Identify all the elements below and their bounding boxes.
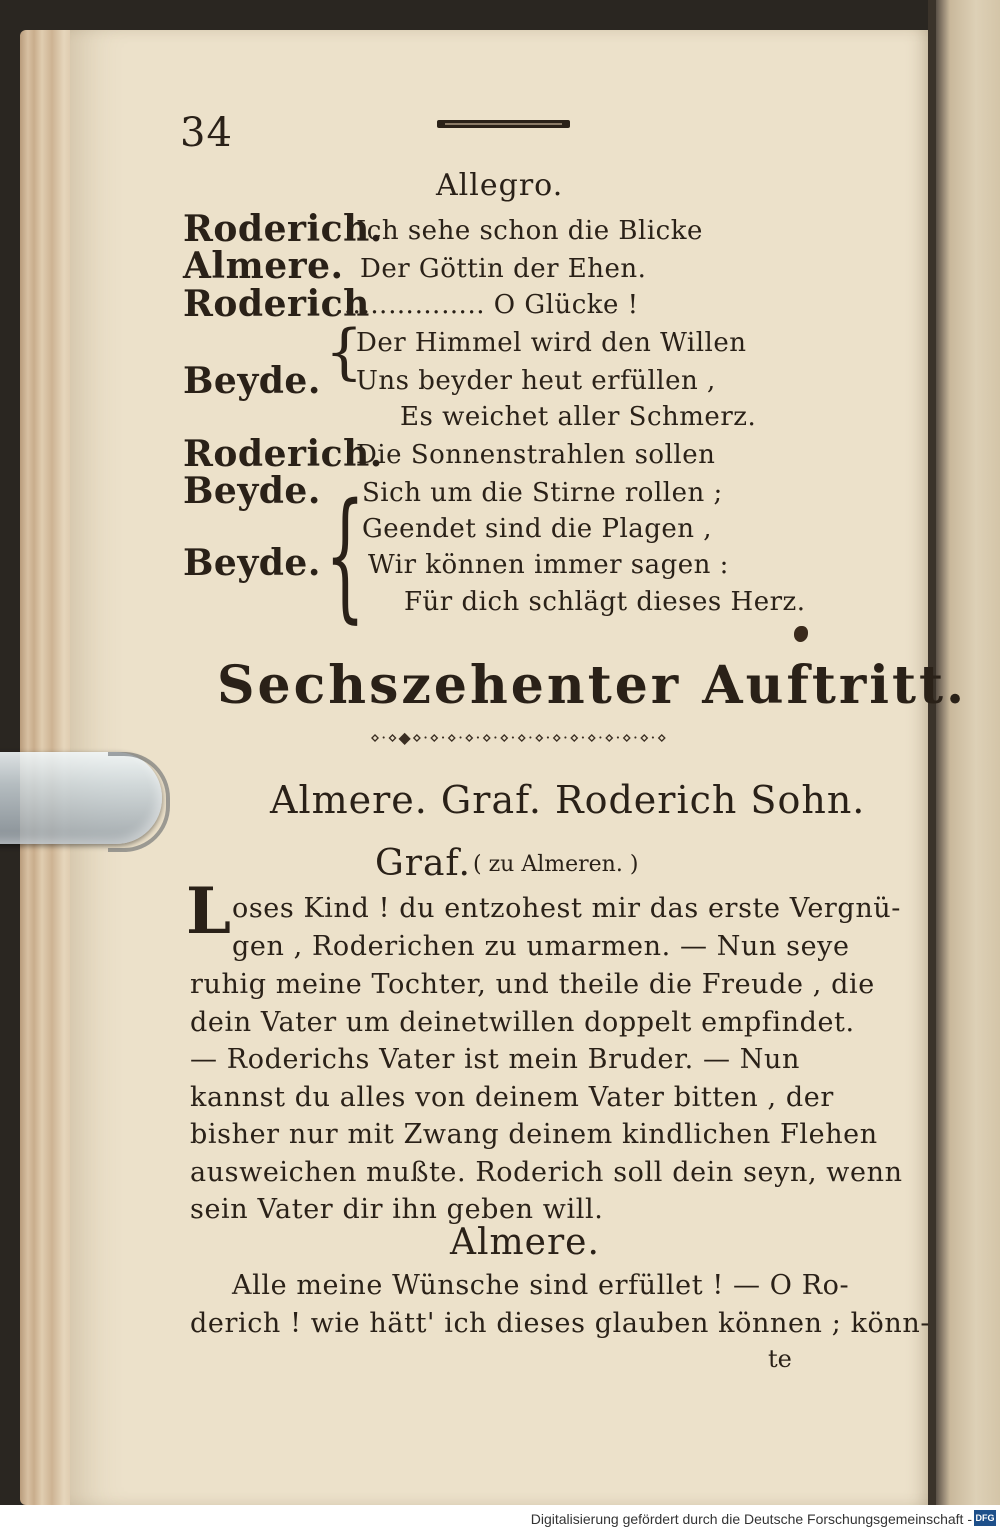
scene-title: Sechszehenter Auftritt.: [217, 655, 968, 716]
body-line: kannst du alles von deinem Vater bitten , der: [190, 1082, 834, 1113]
body-line: sein Vater dir ihn geben will.: [190, 1194, 604, 1225]
body-line: Alle meine Wünsche sind erfüllet ! — O Ro-: [232, 1270, 850, 1301]
body-line: ruhig meine Tochter, und theile die Freude , die: [190, 969, 875, 1000]
duet-line: Geendet sind die Plagen ,: [362, 514, 713, 544]
duet-line: Uns beyder heut erfüllen ,: [356, 366, 716, 396]
body-line: gen , Roderichen zu umarmen. — Nun seye: [232, 931, 850, 962]
body-line: oses Kind ! du entzohest mir das erste Vergnü-: [232, 893, 902, 924]
page-number: 34: [180, 110, 233, 156]
catchword: te: [768, 1345, 792, 1373]
duet-line: Die Sonnenstrahlen sollen: [356, 440, 716, 470]
brace-large: {: [325, 474, 366, 637]
ornament-rule: ⋄⋅⋄◆⋄⋅⋄⋅⋄⋅⋄⋅⋄⋅⋄⋅⋄⋅⋄⋅⋄⋅⋄⋅⋄⋅⋄⋅⋄⋅⋄⋅⋄: [370, 728, 668, 747]
duet-speaker: Beyde.: [183, 542, 321, 584]
footer-credit: Digitalisierung gefördert durch die Deutsche Forschungsgemeinschaft -: [530, 1511, 972, 1527]
duet-line: Für dich schlägt dieses Herz.: [404, 587, 806, 617]
dfg-logo-icon: DFG: [974, 1510, 996, 1526]
speaker-almere: Almere.: [450, 1222, 600, 1263]
duet-line: Wir können immer sagen :: [368, 550, 729, 580]
cast-list: Almere. Graf. Roderich Sohn.: [270, 778, 866, 822]
header-rule-inner: [445, 123, 562, 125]
duet-line: Sich um die Stirne rollen ;: [362, 478, 723, 508]
stage-direction: ( zu Almeren. ): [473, 852, 639, 877]
drop-cap: L: [186, 874, 231, 949]
duet-line: Der Himmel wird den Willen: [356, 328, 747, 358]
duet-speaker: Roderich: [183, 283, 370, 325]
duet-speaker: Roderich.: [183, 433, 383, 475]
body-line: derich ! wie hätt' ich dieses glauben können ; könn-: [190, 1308, 931, 1339]
body-line: ausweichen mußte. Roderich soll dein seyn, wenn: [190, 1157, 903, 1188]
brace-open: {: [325, 317, 364, 387]
tempo-marking: Allegro.: [436, 168, 564, 203]
speaker-graf: Graf.: [375, 843, 471, 884]
duet-line: Es weichet aller Schmerz.: [400, 402, 757, 432]
duet-line: Der Göttin der Ehen.: [360, 254, 647, 284]
duet-speaker: Beyde.: [183, 470, 321, 512]
body-line: bisher nur mit Zwang deinem kindlichen Flehen: [190, 1119, 878, 1150]
duet-line: …………….. O Glücke !: [335, 290, 639, 320]
body-line: dein Vater um deinetwillen doppelt empfindet.: [190, 1007, 855, 1038]
duet-speaker: Almere.: [183, 245, 344, 287]
facing-page-edge: [936, 0, 1000, 1505]
body-line: — Roderichs Vater ist mein Bruder. — Nun: [190, 1044, 800, 1075]
duet-line: Ich sehe schon die Blicke: [356, 216, 703, 246]
duet-speaker: Roderich.: [183, 208, 383, 250]
duet-speaker: Beyde.: [183, 360, 321, 402]
